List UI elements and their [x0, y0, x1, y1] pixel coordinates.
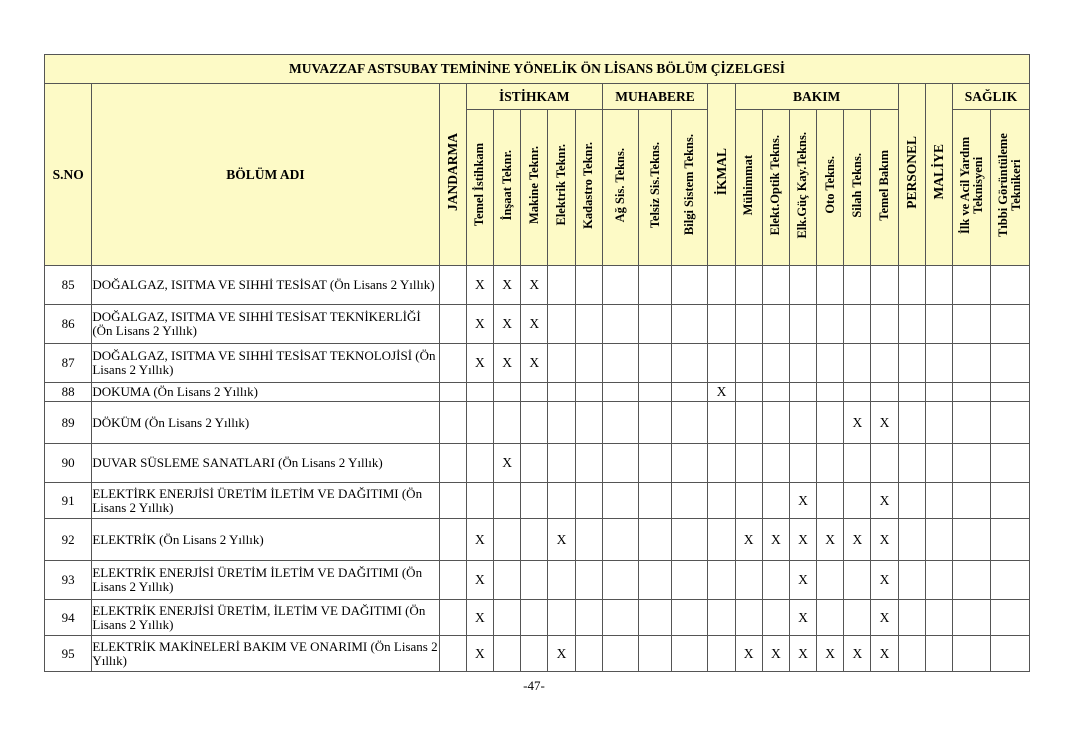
- row-number: 94: [45, 600, 92, 636]
- mark-cell: [817, 600, 844, 636]
- mark-cell: [708, 402, 735, 444]
- mark-cell: X: [871, 636, 898, 672]
- table-title: MUVAZZAF ASTSUBAY TEMİNİNE YÖNELİK ÖN LİSANS BÖLÜM ÇİZELGESİ: [45, 55, 1030, 84]
- mark-cell: X: [466, 266, 493, 305]
- mark-cell: [817, 561, 844, 600]
- department-name: ELEKTRİK ENERJİSİ ÜRETİM, İLETİM VE DAĞITIMI (Ön Lisans 2 Yıllık): [92, 600, 439, 636]
- mark-cell: X: [844, 519, 871, 561]
- mark-cell: X: [871, 561, 898, 600]
- row-number: 91: [45, 483, 92, 519]
- department-name: DOĞALGAZ, ISITMA VE SIHHİ TESİSAT (Ön Lisans 2 Yıllık): [92, 266, 439, 305]
- mark-cell: [952, 305, 990, 344]
- mark-cell: [521, 636, 548, 672]
- mark-cell: [708, 444, 735, 483]
- mark-cell: [439, 636, 466, 672]
- mark-cell: [898, 600, 925, 636]
- mark-cell: [672, 636, 708, 672]
- col-bilgi: Bilgi Sistem Tekns.: [672, 110, 708, 266]
- mark-cell: [602, 483, 638, 519]
- table-row: [45, 519, 1030, 561]
- mark-cell: [991, 305, 1030, 344]
- department-name: DOĞALGAZ, ISITMA VE SIHHİ TESİSAT TEKNİKERLİĞİ (Ön Lisans 2 Yıllık): [92, 305, 439, 344]
- mark-cell: [817, 305, 844, 344]
- col-ag-sis: Ağ Sis. Tekns.: [602, 110, 638, 266]
- mark-cell: [789, 305, 816, 344]
- mark-cell: [439, 383, 466, 402]
- department-name: DOĞALGAZ, ISITMA VE SIHHİ TESİSAT TEKNOLOJİSİ (Ön Lisans 2 Yıllık): [92, 344, 439, 383]
- mark-cell: X: [789, 636, 816, 672]
- mark-cell: [602, 305, 638, 344]
- mark-cell: X: [466, 305, 493, 344]
- table-row: [45, 636, 1030, 672]
- department-name: DÖKÜM (Ön Lisans 2 Yıllık): [92, 402, 439, 444]
- mark-cell: [575, 636, 602, 672]
- table-row: [45, 344, 1030, 383]
- mark-cell: [638, 383, 671, 402]
- mark-cell: [762, 483, 789, 519]
- department-table: [44, 54, 1030, 672]
- row-number: 93: [45, 561, 92, 600]
- mark-cell: [925, 383, 952, 402]
- mark-cell: [708, 600, 735, 636]
- mark-cell: [521, 402, 548, 444]
- mark-cell: [952, 402, 990, 444]
- mark-cell: [439, 344, 466, 383]
- mark-cell: [844, 266, 871, 305]
- mark-cell: [575, 561, 602, 600]
- col-makine: Makine Teknr.: [521, 110, 548, 266]
- mark-cell: [789, 444, 816, 483]
- mark-cell: [708, 266, 735, 305]
- mark-cell: [844, 383, 871, 402]
- col-oto: Oto Tekns.: [817, 110, 844, 266]
- mark-cell: [521, 383, 548, 402]
- mark-cell: [735, 483, 762, 519]
- mark-cell: X: [708, 383, 735, 402]
- mark-cell: [575, 600, 602, 636]
- mark-cell: [898, 305, 925, 344]
- mark-cell: [708, 636, 735, 672]
- mark-cell: [952, 600, 990, 636]
- mark-cell: [898, 444, 925, 483]
- mark-cell: [494, 519, 521, 561]
- department-name: DOKUMA (Ön Lisans 2 Yıllık): [92, 383, 439, 402]
- mark-cell: [466, 483, 493, 519]
- table-row: [45, 383, 1030, 402]
- mark-cell: [789, 383, 816, 402]
- mark-cell: [575, 344, 602, 383]
- mark-cell: [548, 483, 575, 519]
- mark-cell: [925, 402, 952, 444]
- row-number: 92: [45, 519, 92, 561]
- mark-cell: [602, 444, 638, 483]
- mark-cell: [898, 402, 925, 444]
- mark-cell: [439, 483, 466, 519]
- department-name: DUVAR SÜSLEME SANATLARI (Ön Lisans 2 Yıllık): [92, 444, 439, 483]
- table-row: [45, 561, 1030, 600]
- mark-cell: [672, 383, 708, 402]
- mark-cell: [952, 561, 990, 600]
- mark-cell: [817, 483, 844, 519]
- mark-cell: [991, 561, 1030, 600]
- row-number: 85: [45, 266, 92, 305]
- mark-cell: [991, 402, 1030, 444]
- mark-cell: [844, 444, 871, 483]
- mark-cell: [925, 344, 952, 383]
- mark-cell: [575, 519, 602, 561]
- mark-cell: [898, 266, 925, 305]
- mark-cell: [575, 266, 602, 305]
- mark-cell: [548, 344, 575, 383]
- mark-cell: [672, 483, 708, 519]
- mark-cell: X: [789, 483, 816, 519]
- mark-cell: X: [466, 519, 493, 561]
- department-name: ELEKTİRK ENERJİSİ ÜRETİM İLETİM VE DAĞITIMI (Ön Lisans 2 Yıllık): [92, 483, 439, 519]
- mark-cell: [871, 444, 898, 483]
- mark-cell: [638, 344, 671, 383]
- mark-cell: [817, 402, 844, 444]
- mark-cell: [991, 636, 1030, 672]
- mark-cell: [439, 266, 466, 305]
- mark-cell: [521, 444, 548, 483]
- col-kadastro: Kadastro Teknr.: [575, 110, 602, 266]
- mark-cell: [735, 402, 762, 444]
- mark-cell: [735, 561, 762, 600]
- mark-cell: [548, 266, 575, 305]
- name-header: BÖLÜM ADI: [92, 84, 439, 266]
- mark-cell: X: [521, 344, 548, 383]
- mark-cell: [898, 636, 925, 672]
- mark-cell: [672, 402, 708, 444]
- mark-cell: [817, 444, 844, 483]
- col-personel: PERSONEL: [898, 84, 925, 266]
- mark-cell: [602, 636, 638, 672]
- mark-cell: [871, 305, 898, 344]
- mark-cell: [638, 600, 671, 636]
- mark-cell: [844, 305, 871, 344]
- mark-cell: [925, 600, 952, 636]
- mark-cell: [602, 600, 638, 636]
- mark-cell: [952, 383, 990, 402]
- mark-cell: [871, 266, 898, 305]
- mark-cell: [521, 483, 548, 519]
- table-row: [45, 402, 1030, 444]
- col-telsiz: Telsiz Sis.Tekns.: [638, 110, 671, 266]
- mark-cell: X: [789, 561, 816, 600]
- mark-cell: [638, 636, 671, 672]
- col-muhimmat: Mühimmat: [735, 110, 762, 266]
- mark-cell: [439, 402, 466, 444]
- mark-cell: [898, 383, 925, 402]
- mark-cell: [991, 344, 1030, 383]
- row-number: 89: [45, 402, 92, 444]
- mark-cell: [898, 483, 925, 519]
- mark-cell: [575, 383, 602, 402]
- mark-cell: [548, 402, 575, 444]
- col-silah: Silah Tekns.: [844, 110, 871, 266]
- mark-cell: X: [521, 266, 548, 305]
- mark-cell: X: [548, 519, 575, 561]
- col-temel-istihkam: Temel İstihkam: [466, 110, 493, 266]
- mark-cell: X: [871, 600, 898, 636]
- mark-cell: X: [494, 444, 521, 483]
- mark-cell: [789, 344, 816, 383]
- mark-cell: [735, 305, 762, 344]
- mark-cell: X: [817, 519, 844, 561]
- mark-cell: [638, 305, 671, 344]
- mark-cell: [762, 444, 789, 483]
- col-jandarma: JANDARMA: [439, 84, 466, 266]
- mark-cell: [952, 519, 990, 561]
- mark-cell: [638, 266, 671, 305]
- mark-cell: [898, 344, 925, 383]
- department-name: ELEKTRİK ENERJİSİ ÜRETİM İLETİM VE DAĞITIMI (Ön Lisans 2 Yıllık): [92, 561, 439, 600]
- mark-cell: [494, 636, 521, 672]
- mark-cell: [925, 636, 952, 672]
- mark-cell: X: [466, 636, 493, 672]
- mark-cell: [672, 561, 708, 600]
- mark-cell: [871, 344, 898, 383]
- mark-cell: [762, 305, 789, 344]
- mark-cell: [638, 483, 671, 519]
- mark-cell: [735, 383, 762, 402]
- col-elk-guc: Elk.Güç Kay.Tekns.: [789, 110, 816, 266]
- table-row: [45, 305, 1030, 344]
- mark-cell: X: [871, 483, 898, 519]
- group-bakim: BAKIM: [735, 84, 898, 110]
- mark-cell: [735, 600, 762, 636]
- row-number: 87: [45, 344, 92, 383]
- mark-cell: [602, 561, 638, 600]
- mark-cell: [925, 561, 952, 600]
- group-istihkam: İSTİHKAM: [466, 84, 602, 110]
- mark-cell: [708, 519, 735, 561]
- mark-cell: [871, 383, 898, 402]
- mark-cell: [844, 344, 871, 383]
- mark-cell: X: [789, 519, 816, 561]
- mark-cell: [521, 561, 548, 600]
- mark-cell: [952, 444, 990, 483]
- mark-cell: [466, 444, 493, 483]
- mark-cell: X: [521, 305, 548, 344]
- mark-cell: [672, 266, 708, 305]
- mark-cell: [439, 600, 466, 636]
- mark-cell: [844, 561, 871, 600]
- mark-cell: [494, 600, 521, 636]
- mark-cell: [762, 561, 789, 600]
- group-saglik: SAĞLIK: [952, 84, 1029, 110]
- mark-cell: [844, 600, 871, 636]
- row-number: 86: [45, 305, 92, 344]
- table-row: [45, 444, 1030, 483]
- mark-cell: [548, 600, 575, 636]
- mark-cell: [925, 444, 952, 483]
- mark-cell: [638, 561, 671, 600]
- mark-cell: [638, 519, 671, 561]
- mark-cell: [439, 519, 466, 561]
- group-muhabere: MUHABERE: [602, 84, 708, 110]
- mark-cell: [991, 444, 1030, 483]
- mark-cell: [638, 444, 671, 483]
- mark-cell: [952, 344, 990, 383]
- mark-cell: [548, 561, 575, 600]
- mark-cell: [952, 483, 990, 519]
- mark-cell: [708, 344, 735, 383]
- mark-cell: X: [466, 600, 493, 636]
- mark-cell: [898, 561, 925, 600]
- mark-cell: [817, 344, 844, 383]
- mark-cell: [466, 383, 493, 402]
- mark-cell: [672, 344, 708, 383]
- mark-cell: [762, 344, 789, 383]
- col-ilk-yardim: İlk ve Acil Yardım Teknisyeni: [952, 110, 990, 266]
- mark-cell: [789, 266, 816, 305]
- mark-cell: [817, 266, 844, 305]
- mark-cell: [991, 266, 1030, 305]
- mark-cell: [925, 305, 952, 344]
- department-name: ELEKTRİK (Ön Lisans 2 Yıllık): [92, 519, 439, 561]
- mark-cell: [762, 266, 789, 305]
- mark-cell: [521, 600, 548, 636]
- mark-cell: X: [762, 636, 789, 672]
- table-row: [45, 600, 1030, 636]
- mark-cell: X: [871, 402, 898, 444]
- mark-cell: X: [817, 636, 844, 672]
- row-number: 95: [45, 636, 92, 672]
- mark-cell: [991, 483, 1030, 519]
- mark-cell: [672, 600, 708, 636]
- mark-cell: [494, 402, 521, 444]
- mark-cell: X: [735, 636, 762, 672]
- mark-cell: [602, 383, 638, 402]
- col-ikmal: İKMAL: [708, 84, 735, 266]
- mark-cell: [952, 636, 990, 672]
- mark-cell: [521, 519, 548, 561]
- mark-cell: X: [466, 344, 493, 383]
- mark-cell: [925, 519, 952, 561]
- col-insaat: İnşaat Teknr.: [494, 110, 521, 266]
- mark-cell: [925, 266, 952, 305]
- mark-cell: X: [466, 561, 493, 600]
- mark-cell: [672, 519, 708, 561]
- mark-cell: [638, 402, 671, 444]
- mark-cell: X: [494, 344, 521, 383]
- mark-cell: [602, 266, 638, 305]
- mark-cell: [548, 305, 575, 344]
- mark-cell: [898, 519, 925, 561]
- mark-cell: [672, 305, 708, 344]
- table-row: [45, 483, 1030, 519]
- mark-cell: [602, 402, 638, 444]
- col-maliye: MALİYE: [925, 84, 952, 266]
- mark-cell: X: [844, 402, 871, 444]
- mark-cell: [735, 266, 762, 305]
- mark-cell: [575, 305, 602, 344]
- department-name: ELEKTRİK MAKİNELERİ BAKIM VE ONARIMI (Ön Lisans 2 Yıllık): [92, 636, 439, 672]
- mark-cell: [602, 519, 638, 561]
- mark-cell: [735, 344, 762, 383]
- mark-cell: [439, 305, 466, 344]
- mark-cell: X: [494, 305, 521, 344]
- mark-cell: [708, 305, 735, 344]
- mark-cell: X: [762, 519, 789, 561]
- col-temel-bakim: Temel Bakım: [871, 110, 898, 266]
- mark-cell: [735, 444, 762, 483]
- mark-cell: [494, 561, 521, 600]
- mark-cell: [575, 402, 602, 444]
- col-elekt-optik: Elekt.Optik Tekns.: [762, 110, 789, 266]
- mark-cell: [952, 266, 990, 305]
- mark-cell: [762, 402, 789, 444]
- table-body: [45, 266, 1030, 672]
- mark-cell: [789, 402, 816, 444]
- table-row: [45, 266, 1030, 305]
- mark-cell: [762, 600, 789, 636]
- row-number: 90: [45, 444, 92, 483]
- col-elektrik: Elektrik Teknr.: [548, 110, 575, 266]
- mark-cell: [762, 383, 789, 402]
- mark-cell: [672, 444, 708, 483]
- col-tibbi: Tıbbi Görüntüleme Teknikeri: [991, 110, 1030, 266]
- mark-cell: [439, 444, 466, 483]
- mark-cell: X: [844, 636, 871, 672]
- mark-cell: [575, 483, 602, 519]
- mark-cell: X: [871, 519, 898, 561]
- mark-cell: [439, 561, 466, 600]
- mark-cell: X: [548, 636, 575, 672]
- mark-cell: [708, 561, 735, 600]
- mark-cell: [991, 600, 1030, 636]
- mark-cell: [548, 383, 575, 402]
- mark-cell: [494, 383, 521, 402]
- mark-cell: [991, 383, 1030, 402]
- row-number: 88: [45, 383, 92, 402]
- mark-cell: [991, 519, 1030, 561]
- mark-cell: [844, 483, 871, 519]
- mark-cell: [708, 483, 735, 519]
- mark-cell: X: [494, 266, 521, 305]
- page-number: -47-: [523, 678, 545, 693]
- mark-cell: [466, 402, 493, 444]
- mark-cell: [575, 444, 602, 483]
- mark-cell: X: [735, 519, 762, 561]
- mark-cell: [494, 483, 521, 519]
- mark-cell: [817, 383, 844, 402]
- mark-cell: X: [789, 600, 816, 636]
- mark-cell: [548, 444, 575, 483]
- mark-cell: [602, 344, 638, 383]
- mark-cell: [925, 483, 952, 519]
- sno-header: S.NO: [45, 84, 92, 266]
